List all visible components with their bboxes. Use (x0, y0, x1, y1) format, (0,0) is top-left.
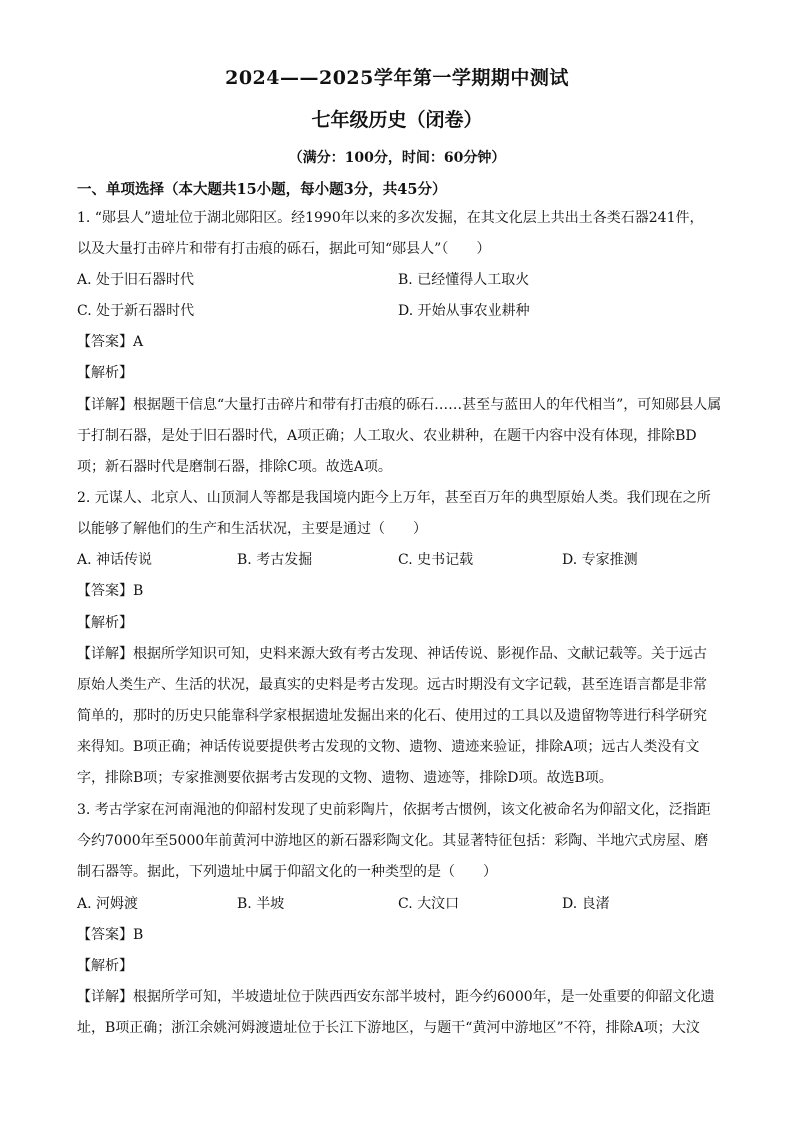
q3-option-a: A. 河姆渡 (77, 896, 139, 912)
q3-option-b: B. 半坡 (237, 896, 285, 912)
exam-title: 2024——2025学年第一学期期中测试 (225, 67, 569, 89)
q2-detail-line4: 来得知。B项正确；神话传说要提供考古发现的文物、遗物、遗迹来验证，排除A项；远古人类没有文 (77, 739, 700, 755)
q3-option-c: C. 大汶口 (398, 896, 460, 912)
q3-stem-line3: 制石器等。据此，下列遗址中属于仰韶文化的一种类型的是（ ） (77, 864, 497, 880)
q1-option-a: A. 处于旧石器时代 (77, 272, 195, 288)
q3-option-d: D. 良渚 (562, 896, 610, 912)
q2-stem-line1: 2. 元谋人、北京人、山顶洞人等都是我国境内距今上万年，甚至百万年的典型原始人类。我们现在之所 (77, 490, 711, 506)
q2-option-a: A. 神话传说 (77, 552, 153, 568)
q2-stem-line2: 以能够了解他们的生产和生活状况，主要是通过（ ） (77, 521, 427, 537)
q2-option-d: D. 专家推测 (562, 552, 638, 568)
q2-analysis-label: 【解析】 (77, 615, 133, 631)
q3-detail-line2: 址，B项正确；浙江余姚河姆渡遗址位于长江下游地区，与题干“黄河中游地区”不符，排除A项；大汶 (77, 1020, 700, 1036)
section-heading: 一、单项选择（本大题共15小题，每小题3分，共45分） (77, 181, 447, 198)
q1-option-c: C. 处于新石器时代 (77, 303, 195, 319)
q1-option-d: D. 开始从事农业耕种 (398, 303, 530, 319)
q1-analysis-label: 【解析】 (77, 365, 133, 381)
q3-detail-line1: 【详解】根据所学可知，半坡遗址位于陕西西安东部半坡村，距今约6000年，是一处重要的仰韶文化遗 (77, 989, 715, 1005)
q2-option-b: B. 考古发掘 (237, 552, 313, 568)
q2-detail-line3: 简单的，那时的历史只能靠科学家根据遗址发掘出来的化石、使用过的工具以及遗留物等进行科学研究 (77, 708, 707, 724)
q1-stem-line1: 1. “郧县人”遗址位于湖北郧阳区。经1990年以来的多次发掘，在其文化层上共出土各类石器241件， (77, 210, 704, 226)
q2-detail-line2: 原始人类生产、生活的状况，最真实的史料是考古发现。远古时期没有文字记载，甚至连语言都是非常 (77, 677, 707, 693)
q1-answer: 【答案】A (77, 334, 144, 350)
q3-answer: 【答案】B (77, 927, 144, 943)
q3-stem-line1: 3. 考古学家在河南渑池的仰韶村发现了史前彩陶片，依据考古惯例，该文化被命名为仰韶文化，泛指距 (77, 802, 711, 818)
q2-detail-line5: 字，排除B项；专家推测要依据考古发现的文物、遗物、遗迹等，排除D项。故选B项。 (77, 770, 613, 786)
q1-detail-line2: 于打制石器，是处于旧石器时代，A项正确；人工取火、农业耕种，在题干内容中没有体现，排除BD (77, 428, 697, 444)
q3-stem-line2: 今约7000年至5000年前黄河中游地区的新石器彩陶文化。其显著特征包括：彩陶、半地穴式房屋、磨 (77, 833, 709, 849)
q1-detail-line3: 项；新石器时代是磨制石器，排除C项。故选A项。 (77, 459, 392, 475)
q1-stem-line2: 以及大量打击碎片和带有打击痕的砾石，据此可知“郧县人”（ ） (77, 241, 491, 257)
q3-analysis-label: 【解析】 (77, 958, 133, 974)
exam-subtitle: 七年级历史（闭卷） (311, 109, 483, 131)
q2-option-c: C. 史书记载 (398, 552, 474, 568)
q2-detail-line1: 【详解】根据所学知识可知，史料来源大致有考古发现、神话传说、影视作品、文献记载等。关于远古 (77, 646, 707, 662)
exam-info: （满分：100分，时间：60分钟） (288, 150, 506, 166)
q2-answer: 【答案】B (77, 583, 144, 599)
q1-detail-line1: 【详解】根据题干信息“大量打击碎片和带有打击痕的砾石……甚至与蓝田人的年代相当”，可知郧县人属 (77, 397, 722, 413)
q1-option-b: B. 已经懂得人工取火 (398, 272, 530, 288)
